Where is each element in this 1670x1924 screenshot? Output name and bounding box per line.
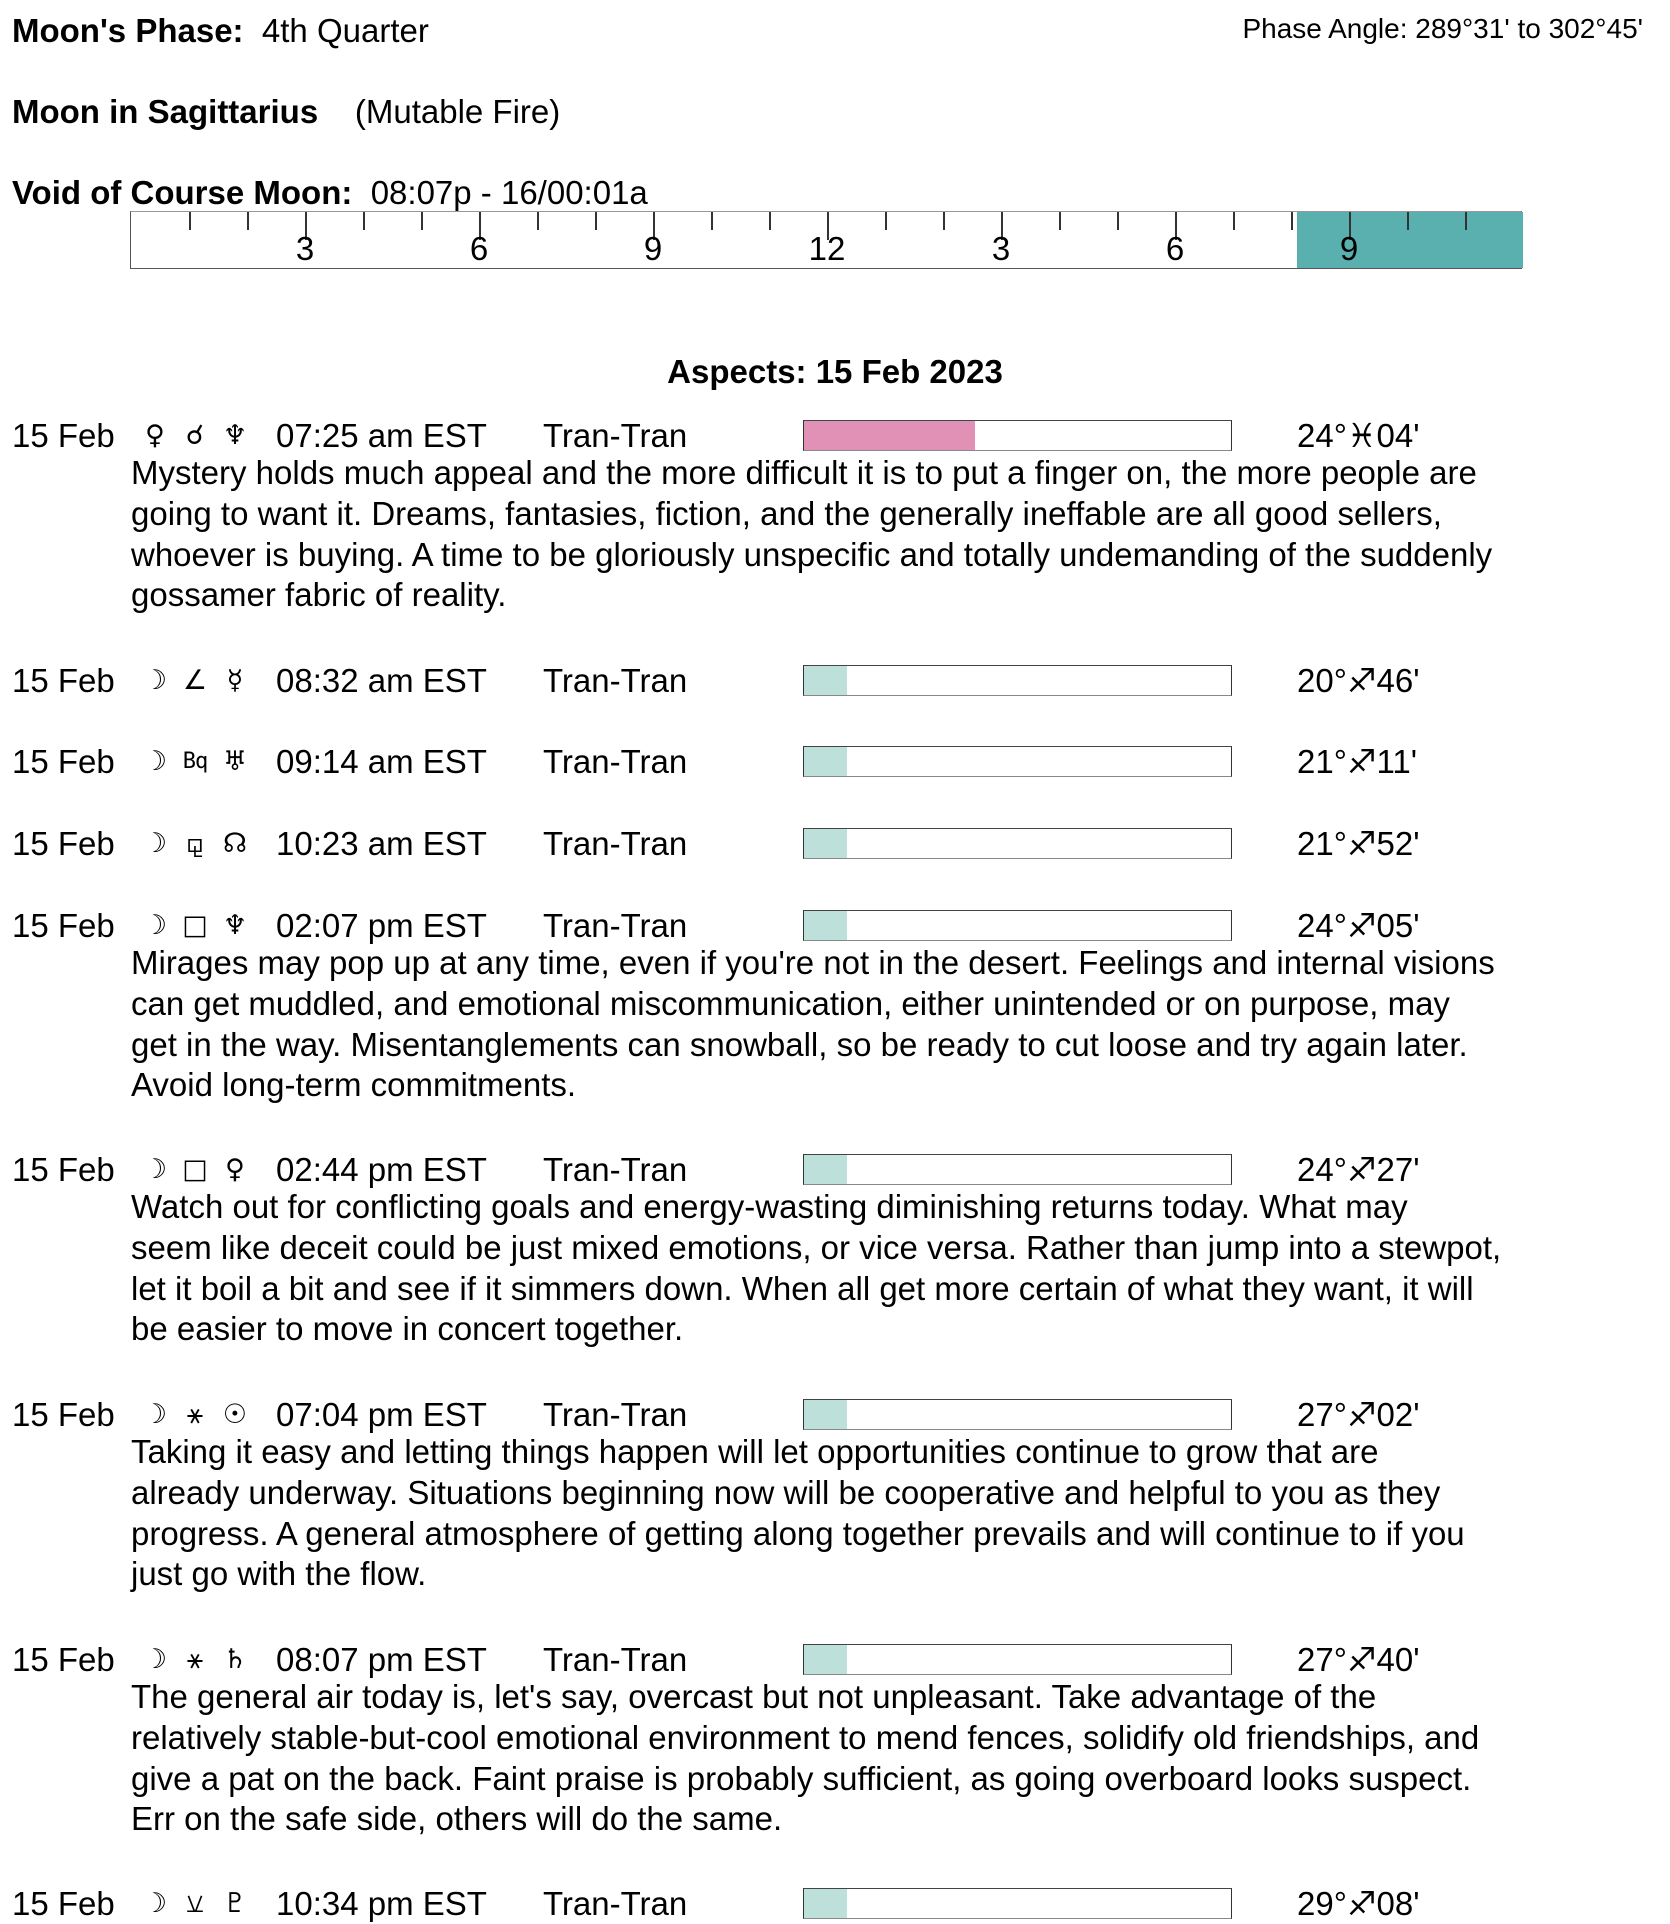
aspect-row xyxy=(0,742,1670,782)
description-line: The general air today is, let's say, overcast but not unpleasant. Take advantage of the xyxy=(131,1678,1377,1715)
aspect-date: 15 Feb xyxy=(12,662,115,699)
aspect-type: Tran-Tran xyxy=(543,1641,688,1678)
minor-tick xyxy=(421,212,423,230)
moon-icon: ☽ xyxy=(142,1644,168,1675)
aspect-date: 15 Feb xyxy=(12,825,115,862)
aspect-strength-fill xyxy=(804,911,847,940)
venus-icon: ♀ xyxy=(225,1154,245,1185)
venus-icon: ♀ xyxy=(145,420,165,451)
hour-tick-label: 3 xyxy=(295,230,315,267)
aspect-description xyxy=(131,453,1492,616)
aspect-time: 07:04 pm EST xyxy=(276,1396,487,1433)
hour-tick-label: 6 xyxy=(469,230,489,267)
description-line: be easier to move in concert together. xyxy=(131,1310,684,1348)
minor-tick xyxy=(1465,212,1467,230)
aspect-degree: 20°♐46' xyxy=(1297,662,1420,699)
description-line: Avoid long-term commitments. xyxy=(131,1066,577,1104)
square-icon: □ xyxy=(182,910,208,941)
aspect-time: 10:34 pm EST xyxy=(276,1885,487,1922)
minor-tick xyxy=(247,212,249,230)
description-line: seem like deceit could be just mixed emotions, or vice versa. Rather than jump into a stewpot, xyxy=(131,1228,1502,1266)
aspect-type: Tran-Tran xyxy=(543,825,688,862)
aspect-description xyxy=(131,943,1495,1106)
aspect-strength-bar xyxy=(803,1888,1232,1919)
description-line: whoever is buying. A time to be gloriously unspecific and totally undemanding of the suddenly xyxy=(131,535,1493,573)
moon-sign-label: Moon in Sagittarius xyxy=(12,93,319,130)
neptune-icon: ♆ xyxy=(222,420,248,451)
aspect-type: Tran-Tran xyxy=(543,743,688,780)
hour-tick-label: 6 xyxy=(1165,230,1185,267)
minor-tick xyxy=(537,212,539,230)
aspect-strength-bar xyxy=(803,665,1232,696)
aspect-strength-fill xyxy=(804,1155,847,1184)
moon-icon: ☽ xyxy=(142,1399,168,1430)
aspect-description xyxy=(131,1677,1479,1840)
minor-tick xyxy=(1059,212,1061,230)
aspect-strength-bar xyxy=(803,420,1232,451)
aspect-type: Tran-Tran xyxy=(543,1151,688,1188)
aspect-row xyxy=(0,1884,1670,1924)
aspect-time: 02:44 pm EST xyxy=(276,1151,487,1188)
aspect-date: 15 Feb xyxy=(12,1641,115,1678)
moon-icon: ☽ xyxy=(142,665,168,696)
sextile-icon: ⚹ xyxy=(186,1399,204,1430)
aspect-date: 15 Feb xyxy=(12,743,115,780)
aspect-time: 07:25 am EST xyxy=(276,417,487,454)
hour-tick-label: 9 xyxy=(1339,230,1359,267)
aspect-row xyxy=(0,906,1670,946)
description-line: Err on the safe side, others will do the same. xyxy=(131,1800,783,1838)
description-line: Mystery holds much appeal and the more difficult it is to put a finger on, the more people are xyxy=(131,454,1477,491)
aspect-time: 09:14 am EST xyxy=(276,743,487,780)
voc-value: 08:07p - 16/00:01a xyxy=(370,174,648,211)
moon-phase xyxy=(12,11,429,51)
moon-sign-detail: (Mutable Fire) xyxy=(354,93,561,130)
moon-phase-value: 4th Quarter xyxy=(261,12,429,49)
voc-label: Void of Course Moon: xyxy=(12,174,353,211)
aspect-degree: 24°♓04' xyxy=(1297,417,1420,454)
aspect-degree: 24°♐05' xyxy=(1297,907,1420,944)
square-icon: □ xyxy=(182,1154,208,1185)
aspect-time: 08:32 am EST xyxy=(276,662,487,699)
description-line: gossamer fabric of reality. xyxy=(131,576,507,614)
aspect-date: 15 Feb xyxy=(12,907,115,944)
aspect-row xyxy=(0,416,1670,456)
void-of-course xyxy=(12,173,648,213)
aspect-strength-fill xyxy=(804,421,975,450)
minor-tick xyxy=(189,212,191,230)
aspect-description xyxy=(131,1432,1465,1595)
semisextile-icon: ⚺ xyxy=(186,1888,204,1919)
aspect-date: 15 Feb xyxy=(12,1885,115,1922)
minor-tick xyxy=(711,212,713,230)
aspect-strength-bar xyxy=(803,1644,1232,1675)
aspect-strength-fill xyxy=(804,747,847,776)
aspect-type: Tran-Tran xyxy=(543,1396,688,1433)
aspect-row xyxy=(0,661,1670,701)
moon-icon: ☽ xyxy=(142,746,168,777)
description-line: progress. A general atmosphere of getting along together prevails and will continue to if you xyxy=(131,1514,1465,1552)
aspect-degree: 27°♐40' xyxy=(1297,1641,1420,1678)
moon-phase-label: Moon's Phase: xyxy=(12,12,244,49)
description-line: Taking it easy and letting things happen will let opportunities continue to grow that are xyxy=(131,1433,1379,1470)
aspect-degree: 27°♐02' xyxy=(1297,1396,1420,1433)
aspect-time: 02:07 pm EST xyxy=(276,907,487,944)
minor-tick xyxy=(595,212,597,230)
aspect-degree: 21°♐11' xyxy=(1297,743,1418,780)
pluto-icon: ♇ xyxy=(222,1888,248,1919)
aspect-time: 10:23 am EST xyxy=(276,825,487,862)
aspects-title: Aspects: 15 Feb 2023 xyxy=(667,353,1003,390)
aspect-strength-bar xyxy=(803,910,1232,941)
semisquare-icon: ∠ xyxy=(182,665,208,696)
description-line: already underway. Situations beginning now will be cooperative and helpful to you as they xyxy=(131,1473,1441,1511)
moon-icon: ☽ xyxy=(142,1888,168,1919)
aspect-row xyxy=(0,1395,1670,1435)
minor-tick xyxy=(1407,212,1409,230)
aspect-strength-fill xyxy=(804,1400,847,1429)
aspect-row xyxy=(0,824,1670,864)
phase-angle: Phase Angle: 289°31' to 302°45' xyxy=(1242,13,1643,44)
aspect-time: 08:07 pm EST xyxy=(276,1641,487,1678)
aspect-strength-bar xyxy=(803,1154,1232,1185)
aspect-strength-fill xyxy=(804,666,847,695)
aspect-strength-bar xyxy=(803,746,1232,777)
description-line: just go with the flow. xyxy=(131,1555,427,1593)
aspect-strength-fill xyxy=(804,829,847,858)
description-line: can get muddled, and emotional miscommunication, either unintended or on purpose, may xyxy=(131,984,1450,1022)
aspect-date: 15 Feb xyxy=(12,417,115,454)
description-line: relatively stable-but-cool emotional environment to mend fences, solidify old friendships, and xyxy=(131,1718,1480,1756)
aspect-date: 15 Feb xyxy=(12,1151,115,1188)
neptune-icon: ♆ xyxy=(222,910,248,941)
sextile-icon: ⚹ xyxy=(186,1644,204,1675)
description-line: let it boil a bit and see if it simmers down. When all get more certain of what they want, it will xyxy=(131,1269,1474,1307)
sesquiquadrate-icon: ⚼ xyxy=(185,828,205,859)
minor-tick xyxy=(943,212,945,230)
moon-sign xyxy=(12,92,560,132)
hour-tick-label: 9 xyxy=(643,230,663,267)
moon-icon: ☽ xyxy=(142,910,168,941)
sun-icon: ☉ xyxy=(222,1399,248,1430)
north-node-icon: ☊ xyxy=(223,828,247,859)
moon-icon: ☽ xyxy=(142,1154,168,1185)
aspect-degree: 24°♐27' xyxy=(1297,1151,1420,1188)
minor-tick xyxy=(1291,212,1293,230)
aspect-degree: 21°♐52' xyxy=(1297,825,1420,862)
conjunction-icon: ☌ xyxy=(185,420,205,451)
description-line: get in the way. Misentanglements can snowball, so be ready to cut loose and try again later. xyxy=(131,1025,1468,1063)
aspect-strength-bar xyxy=(803,828,1232,859)
void-period-fill xyxy=(1297,212,1523,268)
uranus-icon: ♅ xyxy=(222,746,248,777)
aspect-type: Tran-Tran xyxy=(543,907,688,944)
aspect-row xyxy=(0,1640,1670,1680)
aspect-description xyxy=(131,1187,1501,1350)
description-line: Mirages may pop up at any time, even if you're not in the desert. Feelings and internal visions xyxy=(131,944,1495,981)
aspect-degree: 29°♐08' xyxy=(1297,1885,1420,1922)
void-of-course-timeline xyxy=(130,211,1522,269)
hour-tick-label: 12 xyxy=(808,230,846,267)
aspect-date: 15 Feb xyxy=(12,1396,115,1433)
mercury-icon: ☿ xyxy=(226,665,244,696)
minor-tick xyxy=(1117,212,1119,230)
saturn-icon: ♄ xyxy=(222,1644,248,1675)
aspect-strength-fill xyxy=(804,1645,847,1674)
biquintile-icon: Bq xyxy=(182,749,208,774)
aspect-strength-fill xyxy=(804,1889,847,1918)
aspect-type: Tran-Tran xyxy=(543,1885,688,1922)
minor-tick xyxy=(769,212,771,230)
description-line: going to want it. Dreams, fantasies, fiction, and the generally ineffable are all good sellers, xyxy=(131,494,1442,532)
description-line: Watch out for conflicting goals and energy-wasting diminishing returns today. What may xyxy=(131,1188,1408,1225)
minor-tick xyxy=(363,212,365,230)
moon-icon: ☽ xyxy=(142,828,168,859)
hour-tick-label: 3 xyxy=(991,230,1011,267)
description-line: give a pat on the back. Faint praise is probably sufficient, as going overboard looks suspect. xyxy=(131,1759,1472,1797)
minor-tick xyxy=(885,212,887,230)
minor-tick xyxy=(1233,212,1235,230)
aspect-row xyxy=(0,1150,1670,1190)
aspect-type: Tran-Tran xyxy=(543,417,688,454)
aspect-type: Tran-Tran xyxy=(543,662,688,699)
aspect-strength-bar xyxy=(803,1399,1232,1430)
